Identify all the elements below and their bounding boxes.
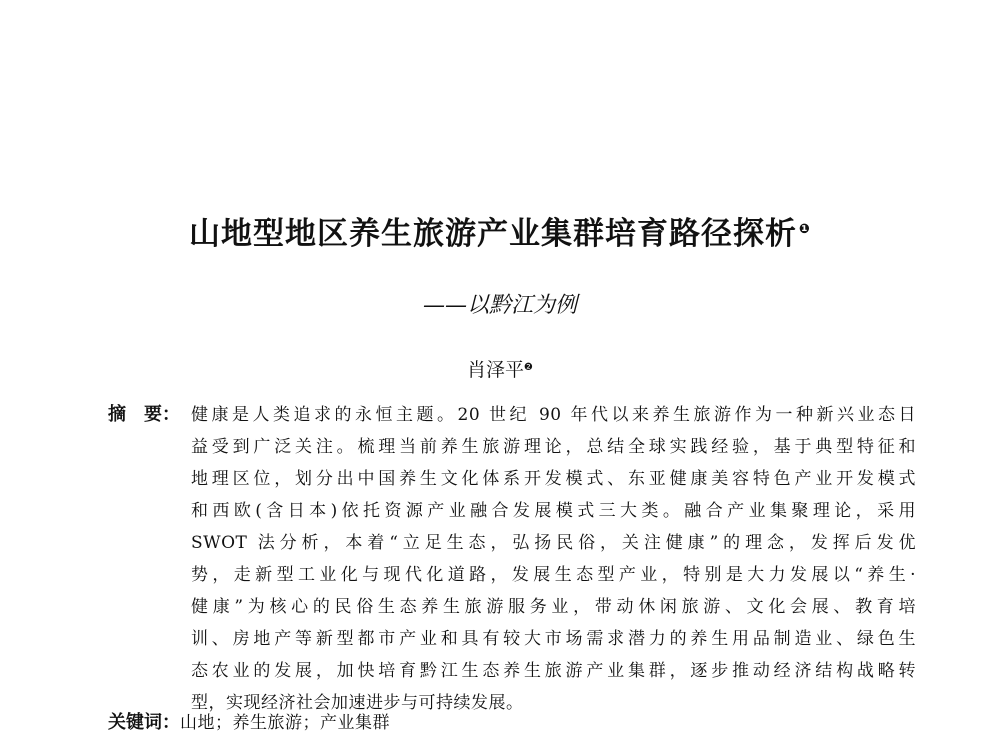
abstract-line: 型，实现经济社会加速进步与可持续发展。 <box>191 693 524 713</box>
abstract-line: 健康”为核心的民俗生态养生旅游服务业，带动休闲旅游、文化会展、教育培 <box>191 597 916 617</box>
author-name: 肖泽平 <box>467 359 525 381</box>
abstract-line: 健康是人类追求的永恒主题。20 世纪 90 年代以来养生旅游作为一种新兴业态日 <box>191 405 916 425</box>
abstract-line: SWOT 法分析，本着“立足生态，弘扬民俗，关注健康”的理念，发挥后发优 <box>191 533 916 553</box>
paper-title <box>0 214 1000 254</box>
author-line <box>0 356 1000 384</box>
abstract-line: 和西欧(含日本)依托资源产业融合发展模式三大类。融合产业集聚理论，采用 <box>191 501 916 521</box>
abstract-line: 益受到广泛关注。梳理当前养生旅游理论，总结全球实践经验，基于典型特征和 <box>191 437 916 457</box>
author-footnote-marker: ❷ <box>524 362 533 373</box>
abstract-line: 势，走新型工业化与现代化道路，发展生态型产业，特别是大力发展以“养生· <box>191 565 916 585</box>
abstract-label: 摘 要： <box>108 404 180 425</box>
abstract-line: 态农业的发展，加快培育黔江生态养生旅游产业集群，逐步推动经济结构战略转 <box>191 661 916 681</box>
keywords-text: 山地；养生旅游；产业集群 <box>180 713 390 733</box>
title-footnote-marker: ❶ <box>798 222 811 237</box>
keywords-label: 关键词： <box>108 712 180 733</box>
abstract-body <box>191 399 916 719</box>
abstract-line: 训、房地产等新型都市产业和具有较大市场需求潜力的养生用品制造业、绿色生 <box>191 629 916 649</box>
abstract-line: 地理区位，划分出中国养生文化体系开发模式、东亚健康美容特色产业开发模式 <box>191 469 916 489</box>
keywords <box>108 709 390 737</box>
paper-subtitle: ——以黔江为例 <box>422 293 577 318</box>
paper-title-text: 山地型地区养生旅游产业集群培育路径探析 <box>188 216 797 252</box>
